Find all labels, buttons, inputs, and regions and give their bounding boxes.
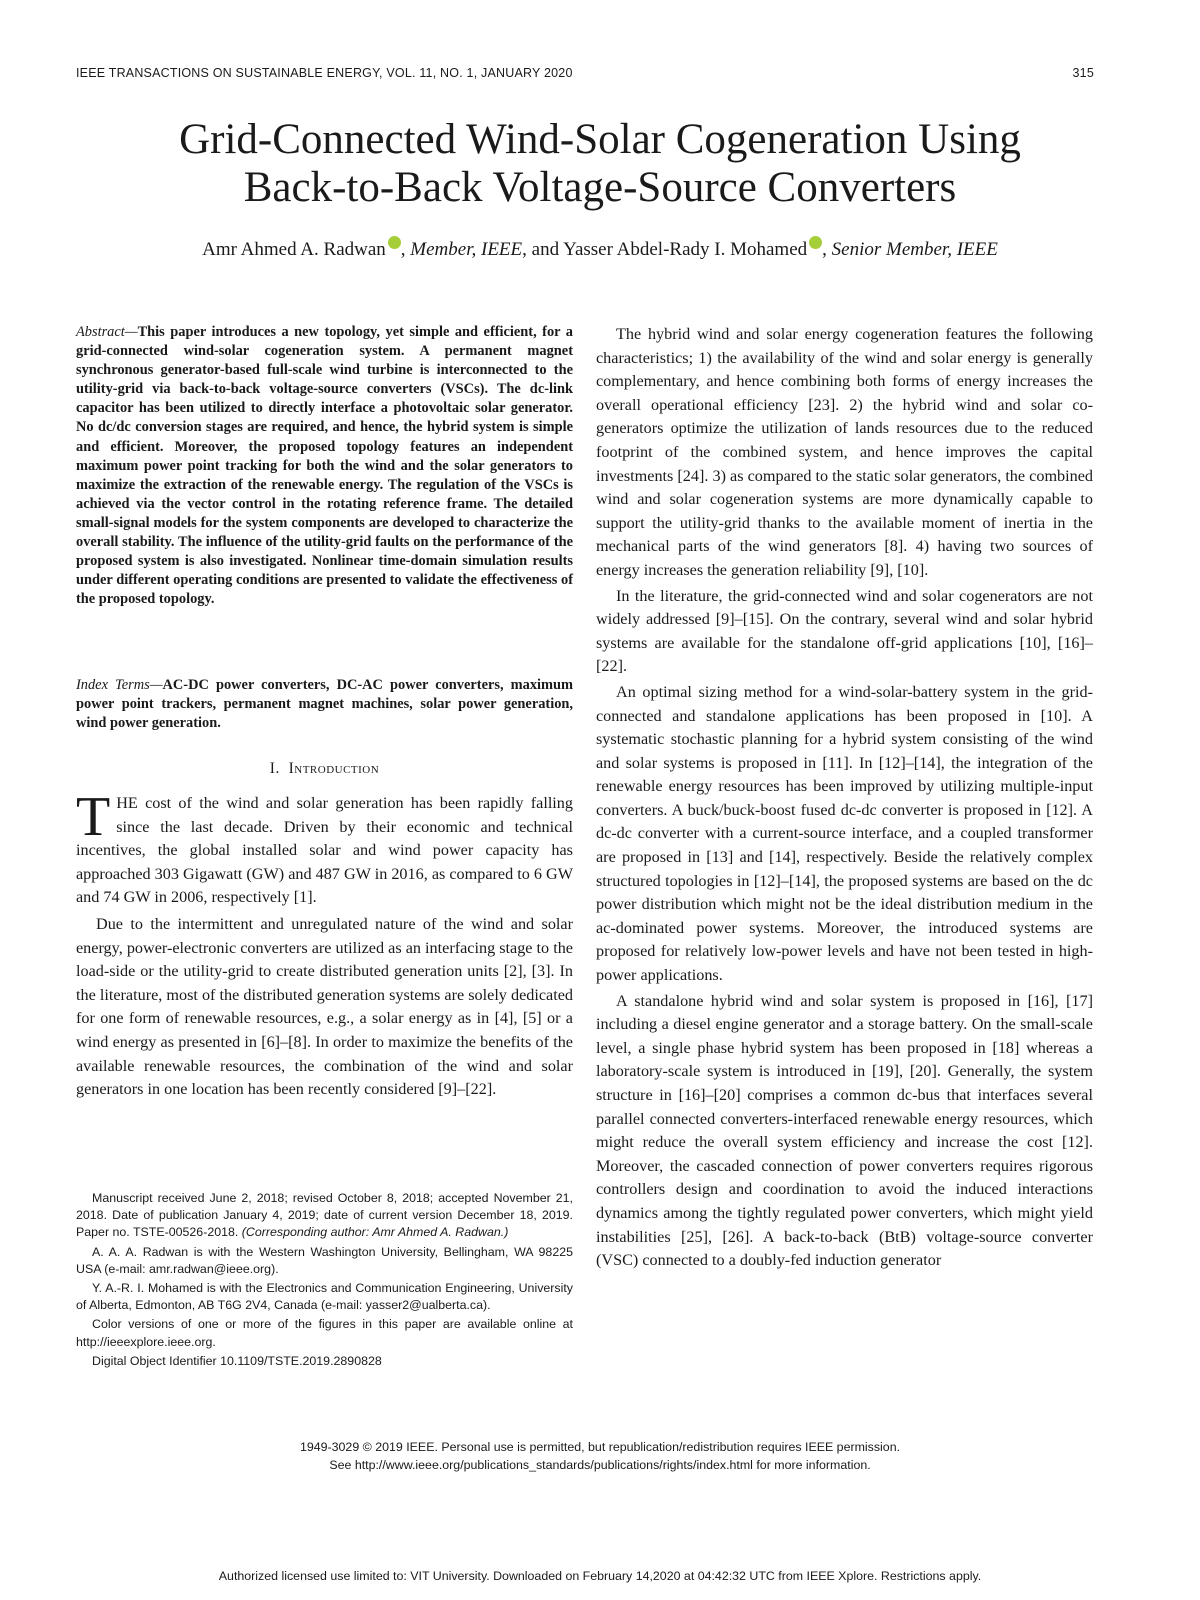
title-line-1: Grid-Connected Wind-Solar Cogeneration Using bbox=[179, 116, 1021, 163]
intro-right-column bbox=[596, 323, 1093, 1275]
intro-paragraph-2: Due to the intermittent and unregulated nature of the wind and solar energy, power-electronic converters are utilized as an interfacing stage to the load-side or the utility-grid to create distributed generation units [2], [3]. In the literature, most of the distributed generation systems are solely dedicated for one form of renewable resources, e.g., a solar energy as in [4], [5] or a wind energy as presented in [6]–[8]. In order to maximize the benefits of the available renewable resources, the combination of the wind and solar generators in one location has been recently considered [9]–[22]. bbox=[76, 914, 573, 1099]
section-number: I. bbox=[269, 760, 280, 777]
author-1-name: Amr Ahmed A. Radwan bbox=[202, 239, 386, 260]
right-paragraph-1: The hybrid wind and solar energy cogeneration features the following characteristics; 1) the availability of the wind and solar energy is generally complementary, and hence combining both forms of energy increases the overall operational efficiency [23]. 2) the hybrid wind and solar co-generators optimize the utilization of lands resources due to the reduced footprint of the combined system, and hence improves the capital investments [24]. 3) as compared to the static solar generators, the combined wind and solar cogeneration systems are more dynamically capable to support the utility-grid thanks to the available moment of inertia in the mechanical parts of the wind generators [8]. 4) having two sources of energy increases the generation reliability [9], [10]. bbox=[596, 325, 1093, 579]
author-2-role: Senior Member, IEEE bbox=[831, 239, 998, 260]
right-paragraph-3: An optimal sizing method for a wind-solar-battery system in the grid-connected and standalone applications has been proposed in [10]. A systematic stochastic planning for a hybrid system consisting of the wind and solar systems is proposed in [11]. In [12]–[14], the integration of the renewable energy resources has been improved by utilizing multiple-input converters. A buck/buck-boost fused dc-dc converter is proposed in [12]. A dc-dc converter with a current-source interface, and a coupled transformer are proposed in [13] and [14], respectively. Beside the relatively complex structured topologies in [12]–[14], the proposed systems are based on the dc power distribution which might not be the ideal distribution medium in the ac-dominated power systems. Moreover, the introduced systems are proposed for relatively low-power levels and have not been tested in high-power applications. bbox=[596, 682, 1093, 985]
index-terms bbox=[76, 676, 573, 733]
intro-paragraph bbox=[76, 786, 573, 910]
orcid-icon[interactable] bbox=[809, 236, 822, 249]
author-2-name: Yasser Abdel-Rady I. Mohamed bbox=[563, 239, 808, 260]
paper-title bbox=[80, 116, 1120, 212]
author-separator: , and bbox=[522, 239, 564, 260]
index-terms-label: Index Terms— bbox=[76, 677, 163, 693]
author-list: Amr Ahmed A. Radwan , Member, IEEE, and Yasser Abdel-Rady I. Mohamed , Senior Member, IEEE bbox=[80, 236, 1120, 261]
abstract-text: This paper introduces a new topology, yet simple and efficient, for a grid-connected wind-solar cogeneration system. A permanent magnet synchronous generator-based full-scale wind turbine is interconnected to the utility-grid via back-to-back voltage-source converters (VSCs). The dc-link capacitor has been utilized to directly interface a photovoltaic solar generator. No dc/dc conversion stages are required, and hence, the hybrid system is simple and efficient. Moreover, the proposed topology features an independent maximum power point tracking for both the wind and the solar generators to maximize the extraction of the renewable energy. The regulation of the VSCs is achieved via the vector control in the rotating reference frame. The detailed small-signal models for the system components are developed to characterize the overall stability. The influence of the utility-grid faults on the performance of the proposed system is also investigated. Nonlinear time-domain simulation results under different operating conditions are presented to validate the effectiveness of the proposed topology. bbox=[76, 324, 573, 608]
rights-link[interactable]: See http://www.ieee.org/publications_standards/publications/rights/index.html for more information. bbox=[329, 1458, 871, 1472]
copyright-line: 1949-3029 © 2019 IEEE. Personal use is permitted, but republication/redistribution requires IEEE permission. bbox=[299, 1440, 901, 1454]
intro-paragraph-1-text: HE cost of the wind and solar generation has been rapidly falling since the last decade. Driven by their economic and technical incentives, the global installed solar and wind power capacity has approached 303 Gigawatt (GW) and 487 GW in 2016, as compared to 6 GW and 74 GW in 2006, respectively [1]. bbox=[76, 794, 573, 907]
title-line-2: Back-to-Back Voltage-Source Converters bbox=[243, 164, 957, 211]
footnotes bbox=[76, 1190, 573, 1372]
right-paragraph-2: In the literature, the grid-connected wind and solar cogenerators are not widely addressed [9]–[15]. On the contrary, several wind and solar hybrid systems are available for the standalone off-grid applications [10], [16]–[22]. bbox=[596, 586, 1093, 676]
footnote-corresponding: (Corresponding author: Amr Ahmed A. Radwan.) bbox=[241, 1225, 509, 1240]
page-number: 315 bbox=[1072, 66, 1094, 80]
orcid-icon[interactable] bbox=[388, 236, 401, 249]
footnote-color: Color versions of one or more of the figures in this paper are available online at http://ieeexplore.ieee.org. bbox=[76, 1317, 573, 1349]
section-title: Introduction bbox=[288, 760, 380, 777]
intro-left-column bbox=[76, 786, 573, 1102]
footnote-doi: Digital Object Identifier 10.1109/TSTE.2019.2890828 bbox=[92, 1353, 382, 1368]
drop-cap: T bbox=[76, 786, 111, 848]
abstract bbox=[76, 323, 573, 609]
author-1-role: Member, IEEE bbox=[410, 239, 523, 260]
index-terms-text: AC-DC power converters, DC-AC power converters, maximum power point trackers, permanent magnet machines, solar power generation, wind power generation. bbox=[76, 677, 573, 732]
license-footer: Authorized licensed use limited to: VIT University. Downloaded on February 14,2020 at 04:42:32 UTC from IEEE Xplore. Restrictions apply. bbox=[218, 1569, 982, 1583]
section-heading bbox=[76, 760, 573, 778]
copyright-footer bbox=[60, 1438, 1140, 1474]
footnote-author-1: A. A. A. Radwan is with the Western Washington University, Bellingham, WA 98225 USA (e-mail: amr.radwan@ieee.org). bbox=[76, 1244, 573, 1276]
abstract-label: Abstract— bbox=[76, 324, 138, 340]
footnote-author-2: Y. A.-R. I. Mohamed is with the Electronics and Communication Engineering, University of Alberta, Edmonton, AB T6G 2V4, Canada (e-mail: yasser2@ualberta.ca). bbox=[76, 1281, 573, 1313]
running-header: IEEE TRANSACTIONS ON SUSTAINABLE ENERGY, VOL. 11, NO. 1, JANUARY 2020 bbox=[76, 66, 573, 80]
footnote-manuscript bbox=[76, 1190, 573, 1242]
right-paragraph-4: A standalone hybrid wind and solar system is proposed in [16], [17] including a diesel engine generator and a storage battery. On the small-scale level, a single phase hybrid system has been proposed in [18] whereas a laboratory-scale system is introduced in [19], [20]. Generally, the system structure in [16]–[20] comprises a common dc-bus that interfaces several parallel connected converters-interfaced renewable energy resources, which might reduce the overall system efficiency and increase the cost [12]. Moreover, the cascaded connection of power converters requires rigorous controllers design and coordination to avoid the induced interactions dynamics among the tightly regulated power converters, which might yield instabilities [25], [26]. A back-to-back (BtB) voltage-source converter (VSC) connected to a doubly-fed induction generator bbox=[596, 991, 1093, 1270]
footnote-manuscript-text: Manuscript received June 2, 2018; revised October 8, 2018; accepted November 21, 2018. Date of publication January 4, 2019; date of current version December 18, 2019. Paper no. TSTE-00526-2018. bbox=[76, 1191, 573, 1240]
